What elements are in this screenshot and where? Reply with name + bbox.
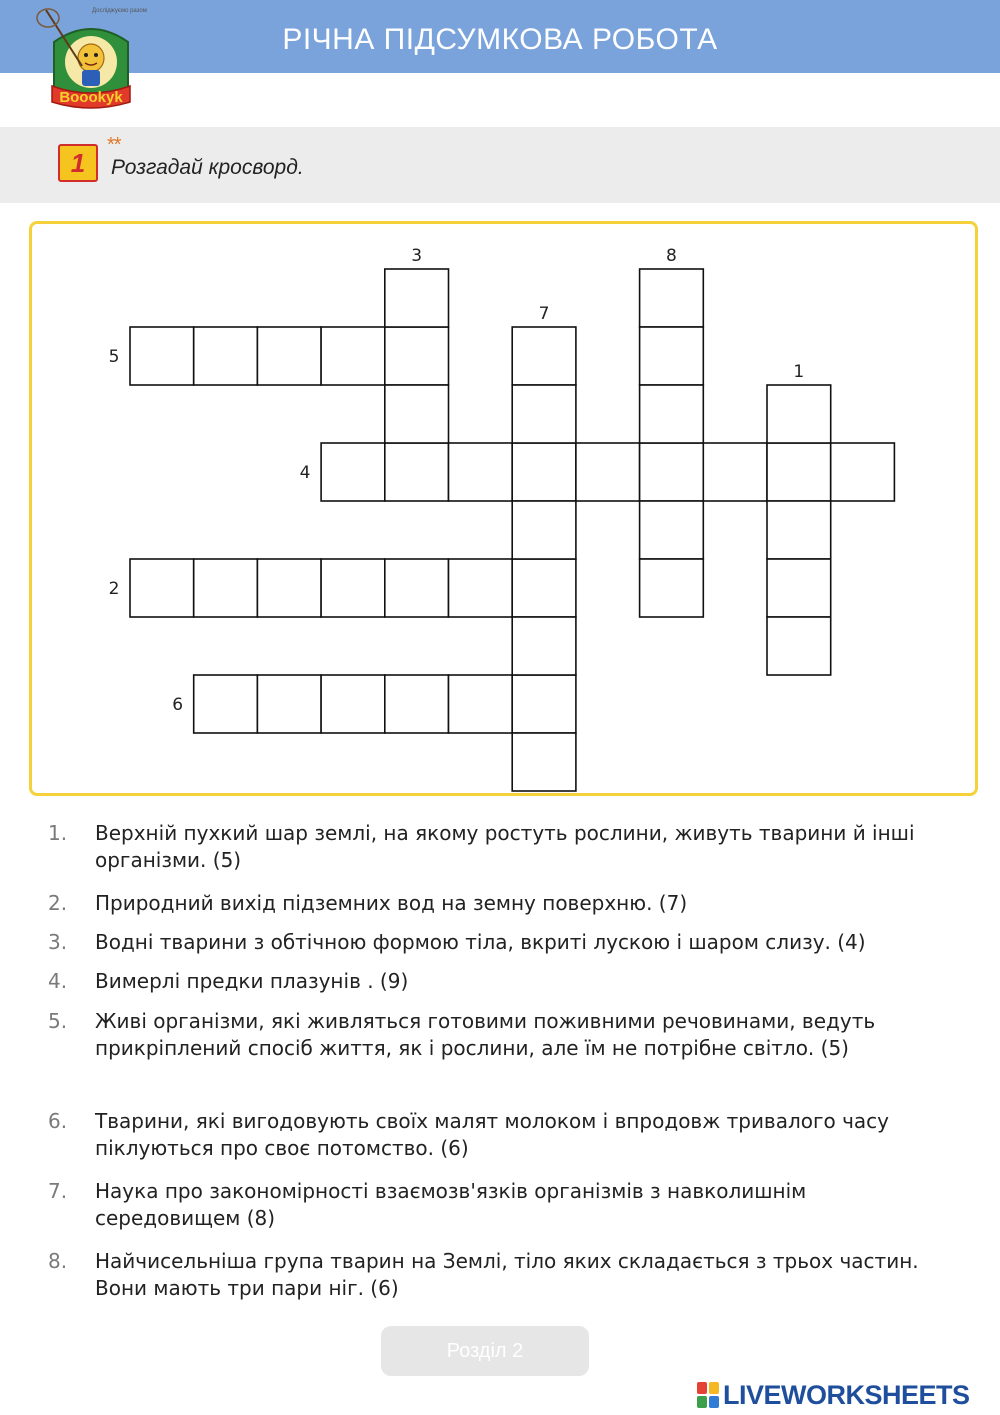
- crossword-cell-r5-c1[interactable]: [194, 559, 258, 617]
- crossword-cell-r3-c4[interactable]: [385, 443, 449, 501]
- crossword-cell-r8-c6[interactable]: [512, 733, 576, 791]
- crossword-number-6: 6: [172, 695, 184, 715]
- crossword-cell-r0-c8[interactable]: [640, 269, 704, 327]
- brand-blocks-icon: [697, 1382, 719, 1408]
- clue-number: 7.: [48, 1179, 68, 1203]
- crossword-cell-r3-c10[interactable]: [767, 443, 831, 501]
- crossword-cell-r2-c10[interactable]: [767, 385, 831, 443]
- crossword-cell-r7-c3[interactable]: [321, 675, 385, 733]
- crossword-cell-r1-c2[interactable]: [257, 327, 321, 385]
- clue-text: Верхній пухкий шар землі, на якому ростуть рослини, живуть тварини й інші організми. (5): [95, 821, 915, 872]
- crossword-cell-r3-c6[interactable]: [512, 443, 576, 501]
- crossword-cell-r5-c0[interactable]: [130, 559, 194, 617]
- clue-text: Водні тварини з обтічною формою тіла, вкриті лускою і шаром слизу. (4): [95, 930, 866, 954]
- crossword-cell-r2-c6[interactable]: [512, 385, 576, 443]
- task-instruction: Розгадай кросворд.: [111, 156, 304, 179]
- clue-text: Живі організми, які живляться готовими поживними речовинами, ведуть прикріплений спосіб життя, як і рослини, але їм не потрібне світло. (5): [95, 1009, 876, 1060]
- crossword-cell-r4-c10[interactable]: [767, 501, 831, 559]
- task-number-badge: 1: [58, 144, 98, 182]
- crossword-cell-r3-c8[interactable]: [640, 443, 704, 501]
- crossword-number-5: 5: [108, 347, 120, 367]
- bookyk-logo: [36, 6, 146, 114]
- crossword-cell-r5-c3[interactable]: [321, 559, 385, 617]
- clue-number: 4.: [48, 969, 68, 993]
- crossword-cell-r1-c1[interactable]: [194, 327, 258, 385]
- crossword-cell-r5-c4[interactable]: [385, 559, 449, 617]
- crossword-cell-r3-c11[interactable]: [831, 443, 895, 501]
- crossword-cell-r1-c8[interactable]: [640, 327, 704, 385]
- crossword-cell-r7-c5[interactable]: [449, 675, 513, 733]
- crossword-number-8: 8: [666, 246, 677, 266]
- crossword-cell-r5-c5[interactable]: [449, 559, 513, 617]
- clue-text: Тварини, які вигодовують своїх малят молоком і впродовж тривалого часу піклуються про своє потомство. (6): [95, 1109, 890, 1160]
- crossword-cell-r1-c0[interactable]: [130, 327, 194, 385]
- crossword-cell-r3-c3[interactable]: [321, 443, 385, 501]
- header-bar: [0, 0, 1000, 73]
- crossword-cell-r3-c9[interactable]: [703, 443, 767, 501]
- crossword-cell-r2-c4[interactable]: [385, 385, 449, 443]
- crossword-number-4: 4: [299, 463, 311, 483]
- logo-tagline: Досліджуємо разом: [92, 8, 147, 14]
- crossword-frame: [29, 221, 978, 796]
- crossword-cell-r5-c2[interactable]: [257, 559, 321, 617]
- crossword-number-7: 7: [538, 304, 550, 324]
- difficulty-stars: **: [107, 134, 121, 156]
- clue-number: 8.: [48, 1249, 68, 1273]
- crossword-cell-r1-c4[interactable]: [385, 327, 449, 385]
- crossword-cell-r5-c8[interactable]: [640, 559, 704, 617]
- clue-number: 6.: [48, 1109, 68, 1133]
- page-title: РІЧНА ПІДСУМКОВА РОБОТА: [282, 23, 718, 56]
- crossword-cell-r4-c6[interactable]: [512, 501, 576, 559]
- crossword-cell-r6-c10[interactable]: [767, 617, 831, 675]
- crossword-cell-r3-c5[interactable]: [449, 443, 513, 501]
- crossword-cell-r1-c3[interactable]: [321, 327, 385, 385]
- crossword-number-2: 2: [108, 579, 120, 599]
- section-button[interactable]: Розділ 2: [381, 1326, 589, 1376]
- crossword-cell-r5-c10[interactable]: [767, 559, 831, 617]
- clue-number: 5.: [48, 1009, 68, 1033]
- clue-text: Природний вихід підземних вод на земну поверхню. (7): [95, 891, 688, 915]
- crossword-cell-r7-c4[interactable]: [385, 675, 449, 733]
- crossword-cell-r7-c1[interactable]: [194, 675, 258, 733]
- liveworksheets-brand: [697, 1381, 970, 1409]
- crossword-cell-r7-c6[interactable]: [512, 675, 576, 733]
- clue-number: 2.: [48, 891, 68, 915]
- logo-wordmark: Boookyk: [59, 89, 123, 106]
- crossword-cell-r2-c8[interactable]: [640, 385, 704, 443]
- clue-text: Наука про закономірності взаємозв'язків організмів з навколишнім середовищем (8): [95, 1179, 807, 1230]
- clue-number: 3.: [48, 930, 68, 954]
- crossword-cell-r5-c6[interactable]: [512, 559, 576, 617]
- clue-text: Найчисельніша група тварин на Землі, тіло яких складається з трьох частин. Вони мають три пари ніг. (6): [95, 1249, 919, 1300]
- clue-text: Вимерлі предки плазунів . (9): [95, 969, 409, 993]
- crossword-grid: [32, 224, 975, 793]
- crossword-cell-r3-c7[interactable]: [576, 443, 640, 501]
- brand-name: LIVEWORKSHEETS: [723, 1379, 970, 1410]
- crossword-cell-r6-c6[interactable]: [512, 617, 576, 675]
- crossword-cell-r1-c6[interactable]: [512, 327, 576, 385]
- crossword-number-3: 3: [411, 246, 423, 266]
- clue-number: 1.: [48, 821, 68, 845]
- crossword-cell-r0-c4[interactable]: [385, 269, 449, 327]
- crossword-number-1: 1: [793, 362, 805, 382]
- crossword-cell-r7-c2[interactable]: [257, 675, 321, 733]
- crossword-cell-r4-c8[interactable]: [640, 501, 704, 559]
